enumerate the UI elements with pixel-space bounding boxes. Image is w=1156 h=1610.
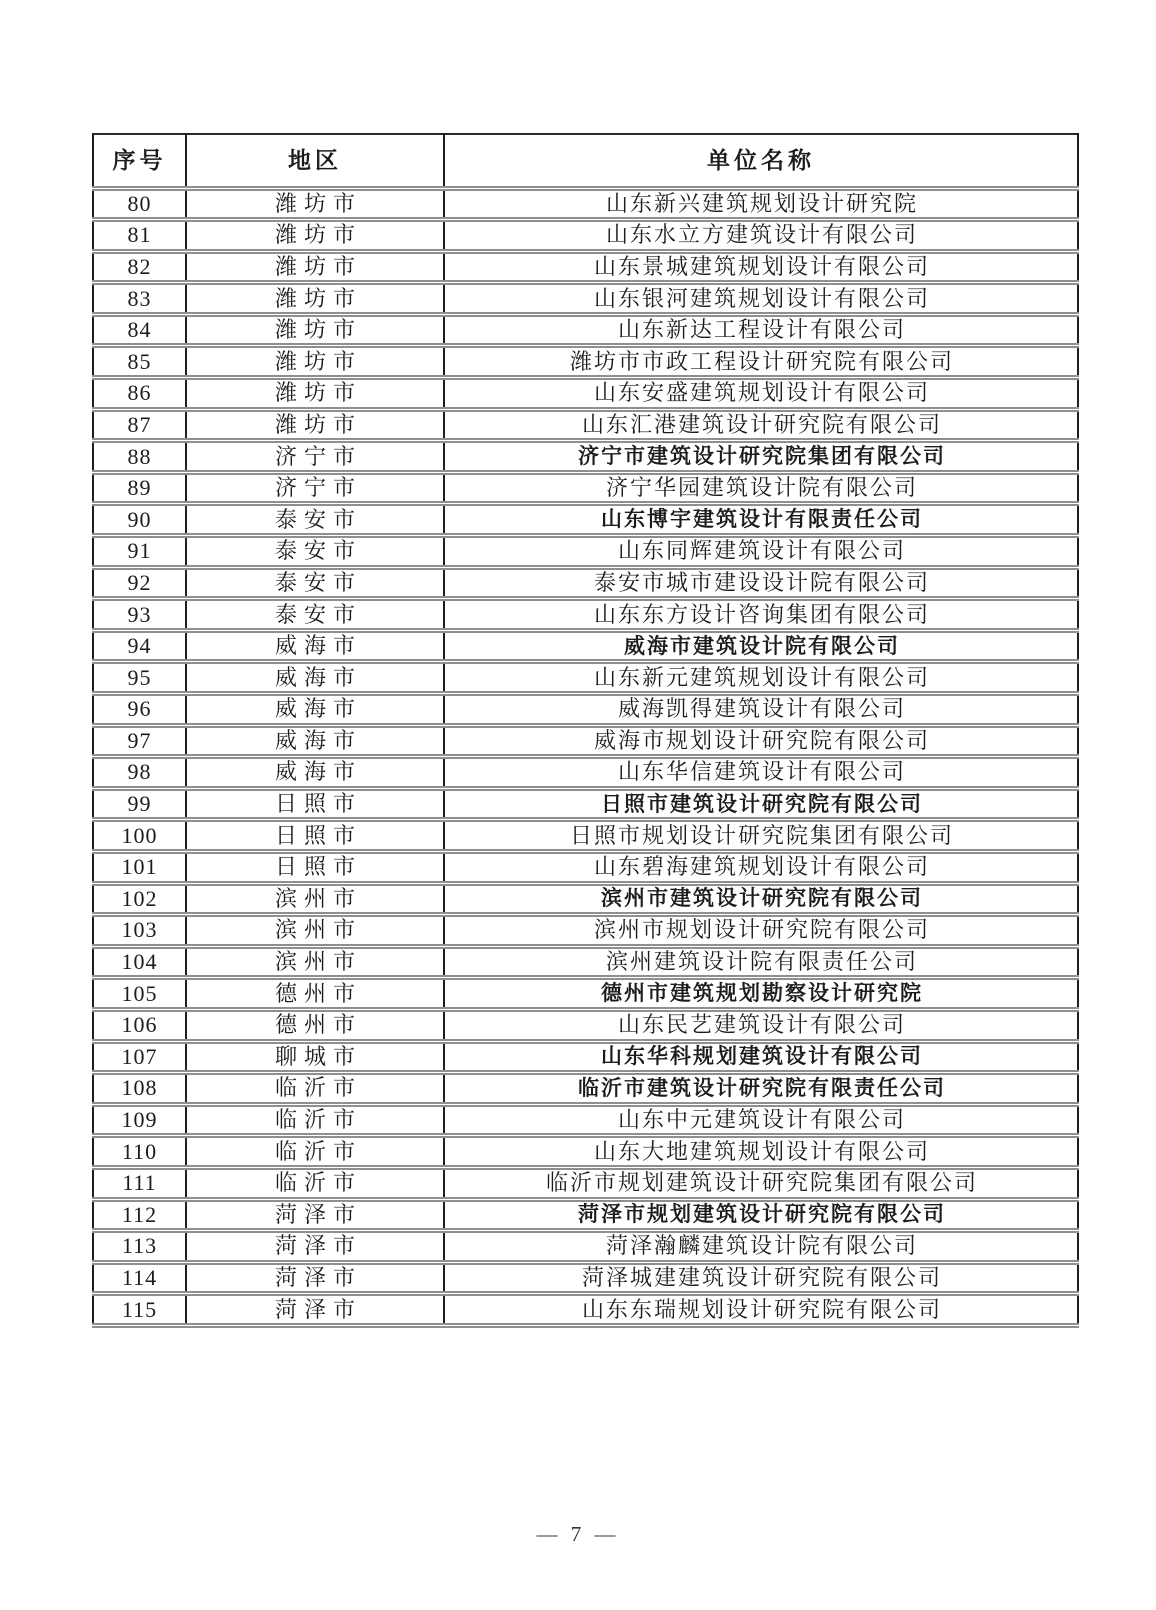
unit-name-cell: 临沂市规划建筑设计研究院集团有限公司 xyxy=(444,1167,1078,1199)
unit-name-cell: 山东银河建筑规划设计有限公司 xyxy=(444,283,1078,315)
region-cell: 聊城市 xyxy=(186,1041,444,1073)
table-row xyxy=(93,757,1078,789)
region-cell: 威海市 xyxy=(186,662,444,694)
table-row xyxy=(93,220,1078,252)
region-cell: 威海市 xyxy=(186,725,444,757)
col-header-index: 序号 xyxy=(93,134,186,188)
region-cell: 潍坊市 xyxy=(186,378,444,410)
region-cell: 滨州市 xyxy=(186,915,444,947)
row-index-cell: 101 xyxy=(93,851,186,883)
row-index-cell: 107 xyxy=(93,1041,186,1073)
region-cell: 泰安市 xyxy=(186,567,444,599)
unit-name-cell: 威海市规划设计研究院有限公司 xyxy=(444,725,1078,757)
table-row xyxy=(93,1073,1078,1105)
unit-name-cell: 滨州建筑设计院有限责任公司 xyxy=(444,946,1078,978)
unit-name-cell: 山东华信建筑设计有限公司 xyxy=(444,757,1078,789)
region-cell: 临沂市 xyxy=(186,1104,444,1136)
row-index-cell: 104 xyxy=(93,946,186,978)
table-row xyxy=(93,1199,1078,1231)
region-cell: 泰安市 xyxy=(186,599,444,631)
row-index-cell: 99 xyxy=(93,788,186,820)
row-index-cell: 94 xyxy=(93,630,186,662)
unit-name-cell: 山东东瑞规划设计研究院有限公司 xyxy=(444,1294,1078,1326)
region-cell: 菏泽市 xyxy=(186,1199,444,1231)
unit-name-cell: 山东华科规划建筑设计有限公司 xyxy=(444,1041,1078,1073)
row-index-cell: 98 xyxy=(93,757,186,789)
table-row xyxy=(93,1167,1078,1199)
table-row xyxy=(93,788,1078,820)
unit-name-cell: 滨州市建筑设计研究院有限公司 xyxy=(444,883,1078,915)
unit-name-cell: 山东同辉建筑设计有限公司 xyxy=(444,536,1078,568)
table-row xyxy=(93,915,1078,947)
row-index-cell: 93 xyxy=(93,599,186,631)
table-row xyxy=(93,1294,1078,1326)
region-cell: 日照市 xyxy=(186,851,444,883)
row-index-cell: 96 xyxy=(93,694,186,726)
unit-name-cell: 菏泽市规划建筑设计研究院有限公司 xyxy=(444,1199,1078,1231)
table-row xyxy=(93,1262,1078,1294)
region-cell: 泰安市 xyxy=(186,536,444,568)
row-index-cell: 102 xyxy=(93,883,186,915)
unit-name-cell: 济宁市建筑设计研究院集团有限公司 xyxy=(444,441,1078,473)
unit-name-cell: 山东新兴建筑规划设计研究院 xyxy=(444,188,1078,220)
table-row xyxy=(93,251,1078,283)
table-row xyxy=(93,1104,1078,1136)
table-row xyxy=(93,1136,1078,1168)
row-index-cell: 80 xyxy=(93,188,186,220)
unit-name-cell: 泰安市城市建设设计院有限公司 xyxy=(444,567,1078,599)
table-row xyxy=(93,694,1078,726)
row-index-cell: 97 xyxy=(93,725,186,757)
unit-name-cell: 菏泽城建建筑设计研究院有限公司 xyxy=(444,1262,1078,1294)
table-row xyxy=(93,599,1078,631)
table-row xyxy=(93,1231,1078,1263)
table-row xyxy=(93,883,1078,915)
row-index-cell: 115 xyxy=(93,1294,186,1326)
row-index-cell: 92 xyxy=(93,567,186,599)
region-cell: 潍坊市 xyxy=(186,188,444,220)
table-row xyxy=(93,441,1078,473)
row-index-cell: 88 xyxy=(93,441,186,473)
row-index-cell: 100 xyxy=(93,820,186,852)
row-index-cell: 105 xyxy=(93,978,186,1010)
region-cell: 潍坊市 xyxy=(186,314,444,346)
unit-name-cell: 济宁华园建筑设计院有限公司 xyxy=(444,472,1078,504)
unit-name-cell: 威海市建筑设计院有限公司 xyxy=(444,630,1078,662)
unit-name-cell: 山东东方设计咨询集团有限公司 xyxy=(444,599,1078,631)
row-index-cell: 110 xyxy=(93,1136,186,1168)
table-row xyxy=(93,1041,1078,1073)
table-row xyxy=(93,314,1078,346)
region-cell: 泰安市 xyxy=(186,504,444,536)
row-index-cell: 112 xyxy=(93,1199,186,1231)
table-row xyxy=(93,504,1078,536)
row-index-cell: 108 xyxy=(93,1073,186,1105)
unit-name-cell: 山东碧海建筑规划设计有限公司 xyxy=(444,851,1078,883)
row-index-cell: 83 xyxy=(93,283,186,315)
table-row xyxy=(93,630,1078,662)
row-index-cell: 103 xyxy=(93,915,186,947)
region-cell: 济宁市 xyxy=(186,441,444,473)
region-cell: 德州市 xyxy=(186,978,444,1010)
region-cell: 潍坊市 xyxy=(186,409,444,441)
region-cell: 菏泽市 xyxy=(186,1231,444,1263)
unit-name-cell: 山东博宇建筑设计有限责任公司 xyxy=(444,504,1078,536)
row-index-cell: 89 xyxy=(93,472,186,504)
table-header-row xyxy=(93,134,1078,188)
table-row xyxy=(93,346,1078,378)
row-index-cell: 95 xyxy=(93,662,186,694)
unit-name-cell: 山东安盛建筑规划设计有限公司 xyxy=(444,378,1078,410)
unit-name-cell: 山东汇港建筑设计研究院有限公司 xyxy=(444,409,1078,441)
unit-name-cell: 山东中元建筑设计有限公司 xyxy=(444,1104,1078,1136)
table-row xyxy=(93,567,1078,599)
units-table xyxy=(92,133,1079,1328)
unit-name-cell: 山东新元建筑规划设计有限公司 xyxy=(444,662,1078,694)
col-header-unit-name: 单位名称 xyxy=(444,134,1078,188)
unit-name-cell: 山东大地建筑规划设计有限公司 xyxy=(444,1136,1078,1168)
unit-name-cell: 临沂市建筑设计研究院有限责任公司 xyxy=(444,1073,1078,1105)
row-index-cell: 111 xyxy=(93,1167,186,1199)
unit-name-cell: 菏泽瀚麟建筑设计院有限公司 xyxy=(444,1231,1078,1263)
region-cell: 菏泽市 xyxy=(186,1294,444,1326)
row-index-cell: 81 xyxy=(93,220,186,252)
unit-name-cell: 德州市建筑规划勘察设计研究院 xyxy=(444,978,1078,1010)
page-number: — 7 — xyxy=(536,1522,620,1546)
row-index-cell: 113 xyxy=(93,1231,186,1263)
unit-name-cell: 山东景城建筑规划设计有限公司 xyxy=(444,251,1078,283)
table-row xyxy=(93,378,1078,410)
table-row xyxy=(93,725,1078,757)
region-cell: 潍坊市 xyxy=(186,251,444,283)
row-index-cell: 85 xyxy=(93,346,186,378)
row-index-cell: 82 xyxy=(93,251,186,283)
region-cell: 潍坊市 xyxy=(186,346,444,378)
region-cell: 滨州市 xyxy=(186,946,444,978)
unit-name-cell: 滨州市规划设计研究院有限公司 xyxy=(444,915,1078,947)
region-cell: 威海市 xyxy=(186,694,444,726)
region-cell: 威海市 xyxy=(186,630,444,662)
region-cell: 滨州市 xyxy=(186,883,444,915)
table-row xyxy=(93,472,1078,504)
row-index-cell: 91 xyxy=(93,536,186,568)
table-row xyxy=(93,188,1078,220)
region-cell: 潍坊市 xyxy=(186,283,444,315)
row-index-cell: 114 xyxy=(93,1262,186,1294)
region-cell: 菏泽市 xyxy=(186,1262,444,1294)
row-index-cell: 87 xyxy=(93,409,186,441)
row-index-cell: 84 xyxy=(93,314,186,346)
row-index-cell: 90 xyxy=(93,504,186,536)
unit-name-cell: 日照市建筑设计研究院有限公司 xyxy=(444,788,1078,820)
region-cell: 德州市 xyxy=(186,1009,444,1041)
region-cell: 临沂市 xyxy=(186,1167,444,1199)
region-cell: 日照市 xyxy=(186,820,444,852)
col-header-region: 地区 xyxy=(186,134,444,188)
table-row xyxy=(93,851,1078,883)
unit-name-cell: 日照市规划设计研究院集团有限公司 xyxy=(444,820,1078,852)
table-row xyxy=(93,662,1078,694)
unit-name-cell: 威海凯得建筑设计有限公司 xyxy=(444,694,1078,726)
table-row xyxy=(93,946,1078,978)
unit-name-cell: 潍坊市市政工程设计研究院有限公司 xyxy=(444,346,1078,378)
row-index-cell: 109 xyxy=(93,1104,186,1136)
region-cell: 临沂市 xyxy=(186,1136,444,1168)
region-cell: 威海市 xyxy=(186,757,444,789)
table-row xyxy=(93,820,1078,852)
region-cell: 临沂市 xyxy=(186,1073,444,1105)
table-row xyxy=(93,283,1078,315)
table-row xyxy=(93,978,1078,1010)
table-row xyxy=(93,536,1078,568)
region-cell: 日照市 xyxy=(186,788,444,820)
unit-name-cell: 山东水立方建筑设计有限公司 xyxy=(444,220,1078,252)
unit-name-cell: 山东民艺建筑设计有限公司 xyxy=(444,1009,1078,1041)
region-cell: 济宁市 xyxy=(186,472,444,504)
region-cell: 潍坊市 xyxy=(186,220,444,252)
table-row xyxy=(93,409,1078,441)
table-row xyxy=(93,1009,1078,1041)
row-index-cell: 86 xyxy=(93,378,186,410)
unit-name-cell: 山东新达工程设计有限公司 xyxy=(444,314,1078,346)
row-index-cell: 106 xyxy=(93,1009,186,1041)
